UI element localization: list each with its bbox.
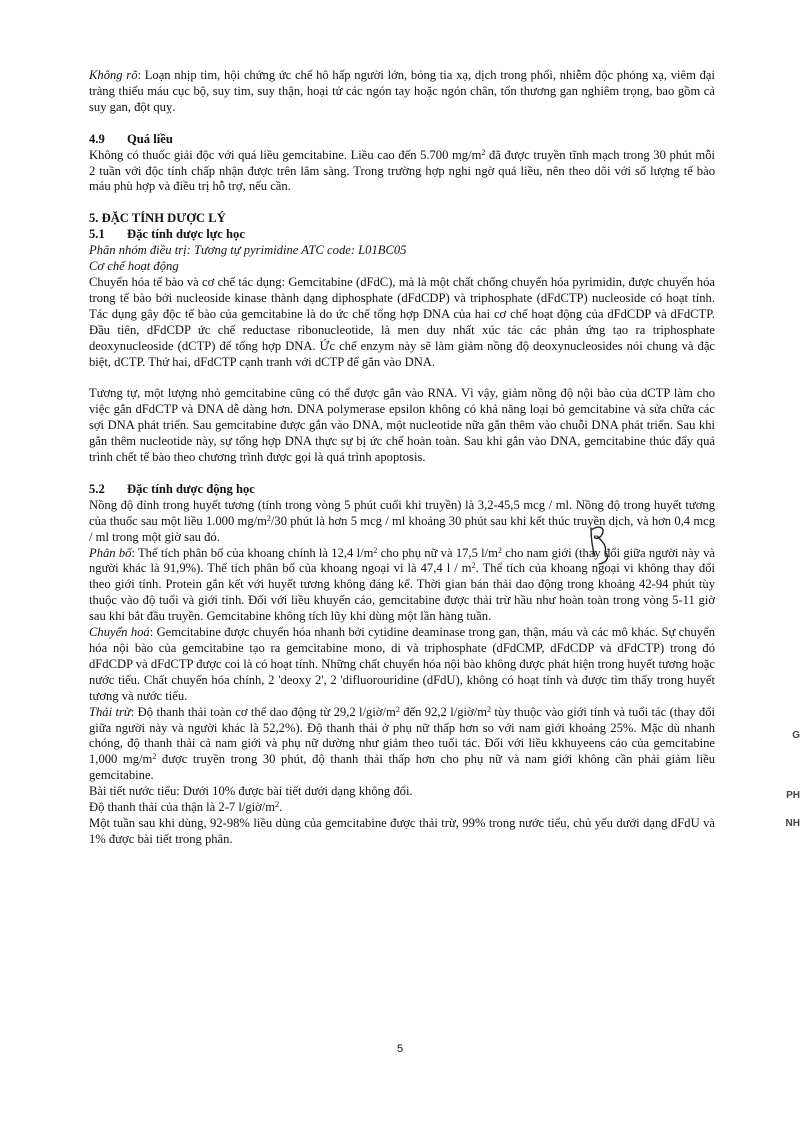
section-number: 5.1 <box>89 227 105 242</box>
page-number: 5 <box>396 1043 404 1055</box>
section-title: Đặc tính dược động học <box>127 481 255 496</box>
scan-edge-fragments <box>780 640 800 850</box>
section-5-2-heading <box>89 482 715 498</box>
elimination-label: Thải trừ <box>89 704 131 719</box>
section-title: Đặc tính dược lực học <box>127 227 245 242</box>
superscript: 2 <box>395 704 400 714</box>
text-run: : Gemcitabine được chuyển hóa nhanh bởi cytidine deaminase trong gan, thận, máu và các mô khác. Sự chuyển hóa nội bào của gemcitabine tạo ra gemcitabine mono, di và triphosphate (dFdCMP, dFdCDP và dFdCTP) trong đó dFdCDP và dFdCTP được coi là có hoạt tính. Những chất chuyển hóa nội bào không được phát hiện trong huyết tương hoặc nước tiểu. Chất chuyển hóa chính, 2 'deoxy 2', 2 'difluorouridine (dFdU), không có hoạt tính và được tìm thấy trong huyết tương và nước tiểu. <box>89 625 715 703</box>
mechanism-title <box>89 259 715 275</box>
text-run: đã được truyền tĩnh mạch trong 30 phút mỗi 2 tuần với độc tính chấp nhận được trên lâm sàng. Trong trường hợp nghi ngờ quá liều, nên theo dõi với số lượng tế bào máu phù hợp và điều trị hỗ trợ, nếu cần. <box>89 147 715 194</box>
text-run: cho nam giới (thay đổi giữa người này và người khác là 91,9%). Thể tích phân bố của khoang ngoại vi là 47,4 l / m <box>89 545 715 576</box>
text-run: : Độ thanh thải toàn cơ thể dao động từ 29,2 l/giờ/m <box>130 704 396 719</box>
text-run: Độ thanh thải của thận là 2-7 l/giờ/m <box>89 800 276 815</box>
superscript: 2 <box>373 545 378 555</box>
side-effects-paragraph <box>89 68 715 116</box>
superscript: 2 <box>275 800 280 810</box>
text-run: đến 92,2 l/giờ/m <box>399 704 488 719</box>
superscript: 2 <box>152 752 157 762</box>
metabolism-label: Chuyển hoá <box>89 625 150 640</box>
edge-fragment: PH <box>786 790 800 801</box>
superscript: 2 <box>471 561 476 571</box>
side-effects-label: Không rõ <box>89 68 138 82</box>
distribution-label: Phân bố <box>89 545 132 560</box>
superscript: 2 <box>481 147 486 157</box>
section-5-1-heading <box>89 227 715 243</box>
elimination-paragraph <box>89 705 715 785</box>
text-run: cho phụ nữ và 17,5 l/m <box>377 545 498 560</box>
superscript: 2 <box>497 545 502 555</box>
edge-fragment: G <box>792 730 800 741</box>
urine-excretion: Bài tiết nước tiểu: Dưới 10% được bài tiết dưới dạng không đổi. <box>89 784 413 799</box>
overdose-paragraph <box>89 148 715 196</box>
section-title: Quá liều <box>127 131 173 146</box>
text-run: . <box>279 800 283 815</box>
section-5-heading: 5. ĐẶC TÍNH DƯỢC LÝ <box>89 211 226 226</box>
therapeutic-group <box>89 243 715 259</box>
text-run: . Thể tích của khoang ngoại vi không thay đổi theo giới tính. Protein gắn kết với huyết tương không đáng kể. Thời gian bán thải dao động trong khoảng 42-94 phút tùy thuộc vào độ tuổi và giới tính. Đối với liều khuyến cáo, gemcitabine được thải trừ hầu như hoàn toàn trong vòng 5-11 giờ sau khi bắt đầu truyền. Gemcitabine không tích lũy khi dùng một lần hàng tuần. <box>89 561 715 624</box>
superscript: 2 <box>487 704 492 714</box>
therapeutic-group-text: Phân nhóm điều trị: Tương tự pyrimidine ATC code: L01BC05 <box>89 243 407 258</box>
text-run: Nồng độ đỉnh trong huyết tương (tính trong vòng 5 phút cuối khi truyền) là 3,2-45,5 mcg / ml. Nồng độ trong huyết tương của thuốc sau một liều 1.000 mg/m <box>89 497 715 528</box>
final-paragraph: Một tuần sau khi dùng, 92-98% liều dùng của gemcitabine được thải trừ, 99% trong nước tiểu, chủ yếu dưới dạng dFdU và 1% được bài tiết trong phân. <box>89 815 715 846</box>
mechanism-title-text: Cơ chế hoạt động <box>89 259 179 274</box>
metabolism-paragraph <box>89 625 715 705</box>
text-run: tùy thuộc vào giới tính và tuổi tác (thay đổi giữa người này và người khác là 52,2%). Độ thanh thải ở phụ nữ thấp hơn so với nam giới khoảng 25%. Mặc dù nhanh chóng, độ thanh thải cả nam giới và phụ nữ dường như giảm theo tuổi tác. Đối với liều kkhuyeens cáo của gemcitabine 1,000 mg/m <box>89 704 716 767</box>
text-run: : Thể tích phân bố của khoang chính là 12,4 l/m <box>131 545 374 560</box>
text-run: Không có thuốc giải độc với quá liều gemcitabine. Liều cao đến 5.700 mg/m <box>89 147 482 162</box>
section-number: 5.2 <box>89 481 105 496</box>
text-run: được truyền trong 30 phút, độ thanh thải thấp hơn cho phụ nữ và nam giới không cần phải giảm liều gemcitabine. <box>89 752 715 783</box>
edge-fragment: NH <box>785 818 800 829</box>
mechanism-paragraph-1: Chuyển hóa tế bào và cơ chế tác dụng: Gemcitabine (dFdC), mà là một chất chống chuyển hóa pyrimidin, được chuyển hóa trong tế bào bởi nucleoside kinase thành dạng diphosphate (dFdCDP) và triphosphate (dFdCTP) nucleoside có hoạt tính. Tác dụng gây độc tế bào của gemcitabine là do ức chế tổng hợp DNA của hai cơ chế hoạt động của dFdCDP và dFdCTP. Đầu tiên, dFdCDP ức chế reductase ribonucleotide, là men duy nhất xúc tác các phản ứng tạo ra triphosphate deoxynucleoside (dCTP) để tổng hợp DNA. Ức chế enzym này sẽ làm giảm nồng độ deoxynucleosides nói chung và đặc biệt, dCTP. Thứ hai, dFdCTP cạnh tranh với dCTP để gắn vào DNA. <box>89 274 715 369</box>
renal-clearance <box>89 800 715 816</box>
side-effects-text: : Loạn nhịp tim, hội chứng ức chế hô hấp người lớn, bỏng tia xạ, dịch trong phổi, nhiễm độc phóng xạ, viêm đại tràng thiếu máu cục bộ, suy tim, suy thận, hoại tử các ngón tay hoặc ngón chân, tổn thương gan nghiêm trọng, bao gồm cả suy gan, đột quỵ. <box>89 68 716 114</box>
text-run: /30 phút là hơn 5 mcg / ml khoảng 30 phút sau khi kết thúc truyền dịch, và hơn 0,4 mcg / ml trong một giờ sau đó. <box>89 513 715 544</box>
mechanism-paragraph-2: Tương tự, một lượng nhỏ gemcitabine cũng có thể được gắn vào RNA. Vì vậy, giảm nồng độ nội bào của dCTP làm cho việc gắn dFdCTP và DNA dễ dàng hơn. DNA polymerase epsilon không có khả năng loại bỏ gemcitabine và sửa chữa các sợi DNA phát triển. Sau gemcitabine được gắn vào DNA, một nucleotide nữa gắn thêm vào chuỗi DNA phát triển. Sau khi gắn thêm nucleotide này, sự tổng hợp DNA thực sự bị ức chế hoàn toàn. Sau khi gắn vào DNA, gemcitabine thúc đẩy quá trình chết tế bào theo chương trình được gọi là quá trình apoptosis. <box>89 386 715 465</box>
page-content <box>89 68 715 848</box>
handwritten-initial-icon <box>585 520 625 570</box>
section-4-9-heading <box>89 132 715 148</box>
section-number: 4.9 <box>89 131 105 146</box>
superscript: 2 <box>266 513 271 523</box>
